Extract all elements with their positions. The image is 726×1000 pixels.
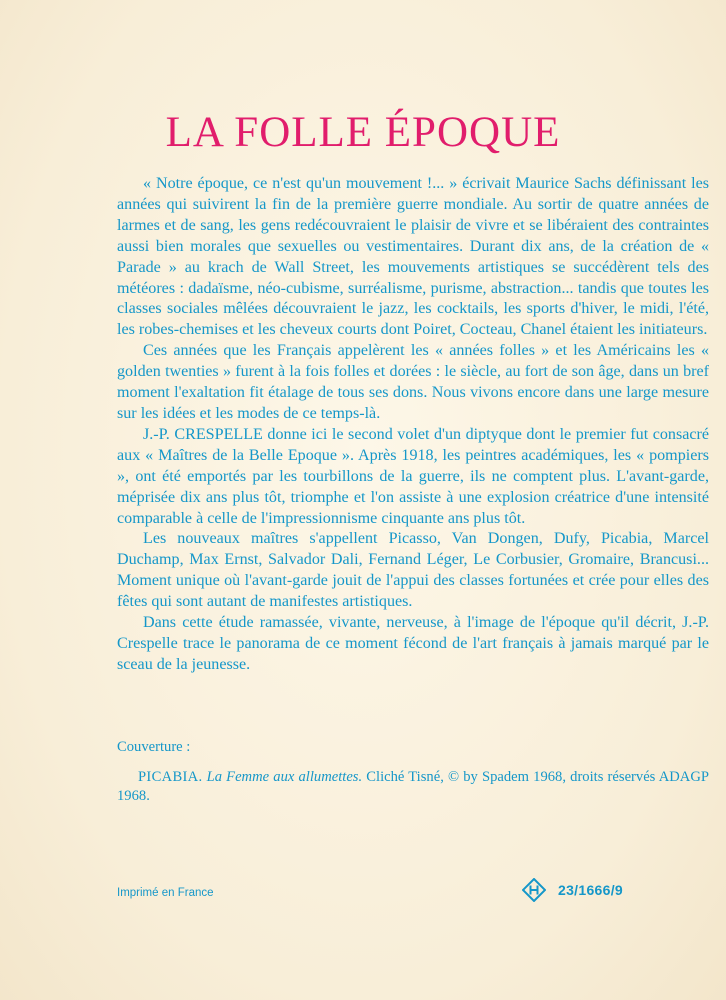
paragraph: « Notre époque, ce n'est qu'un mouvement !... » écrivait Maurice Sachs définissant les années qui suivirent la fin de la première guerre mondiale. Au sortir de quatre années de larmes et de sang, les gens redécouvraient le plaisir de vivre et se libéraient des contraintes aussi bien morales que sexuelles ou vestimentaires. Durant dix ans, de la création de « Parade » au krach de Wall Street, les mouvements artistiques se succédèrent tels des météores : dadaïsme, néo-cubisme, surréalisme, purisme, abstraction... tandis que toutes les classes sociales mêlées découvraient le jazz, les cocktails, les sports d'hiver, le midi, l'été, les robes-chemises et les cheveux courts dont Poiret, Cocteau, Chanel étaient les initiateurs.: [117, 175, 709, 339]
catalog-code-block: [522, 878, 623, 902]
cover-artist: PICABIA.: [138, 769, 203, 785]
cover-credit: [117, 768, 709, 806]
paragraph: J.-P. CRESPELLE donne ici le second volet d'un diptyque dont le premier fut consacré aux « Maîtres de la Belle Epoque ». Après 1918, les peintres académiques, les « pompiers », ont été emportés par les tourbillons de la guerre, ils ne comptent plus. L'avant-garde, méprisée dix ans plus tôt, triomphe et l'on assiste à une explosion créatrice d'une intensité comparable à celle de l'impressionnisme cinquante ans plus tôt.: [117, 425, 709, 527]
paragraph: Dans cette étude ramassée, vivante, nerveuse, à l'image de l'époque qu'il décrit, J.-P. Crespelle trace le panorama de ce moment fécond de l'art français à jamais marqué par le sceau de la jeunesse.: [117, 614, 709, 673]
paragraph: Ces années que les Français appelèrent les « années folles » et les Américains les « golden twenties » furent à la fois folles et dorées : le siècle, au fort de son âge, dans un bref moment l'exaltation fit étalage de tous ses dons. Nous vivons encore dans une large mesure sur les idées et les modes de ce temps-là.: [117, 342, 709, 422]
cover-rights: Cliché Tisné, © by Spadem 1968, droits réservés ADAGP 1968.: [117, 769, 709, 804]
paragraph: Les nouveaux maîtres s'appellent Picasso, Van Dongen, Dufy, Picabia, Marcel Duchamp, Max Ernst, Salvador Dali, Fernand Léger, Le Corbusier, Gromaire, Brancusi... Moment unique où l'avant-garde jouit de l'appui des classes fortunées et crée pour elles des fêtes qui sont autant de manifestes artistiques.: [117, 530, 709, 611]
cover-work-title: La Femme aux allumettes.: [206, 769, 363, 785]
page-title: LA FOLLE ÉPOQUE: [165, 109, 561, 156]
catalog-code: 23/1666/9: [558, 882, 623, 898]
cover-credit-block: [117, 738, 709, 806]
printed-in-label: Imprimé en France: [117, 887, 214, 899]
cover-label: Couverture :: [117, 739, 191, 755]
back-cover-blurb: [117, 174, 709, 676]
publisher-logo-icon: [522, 878, 546, 902]
